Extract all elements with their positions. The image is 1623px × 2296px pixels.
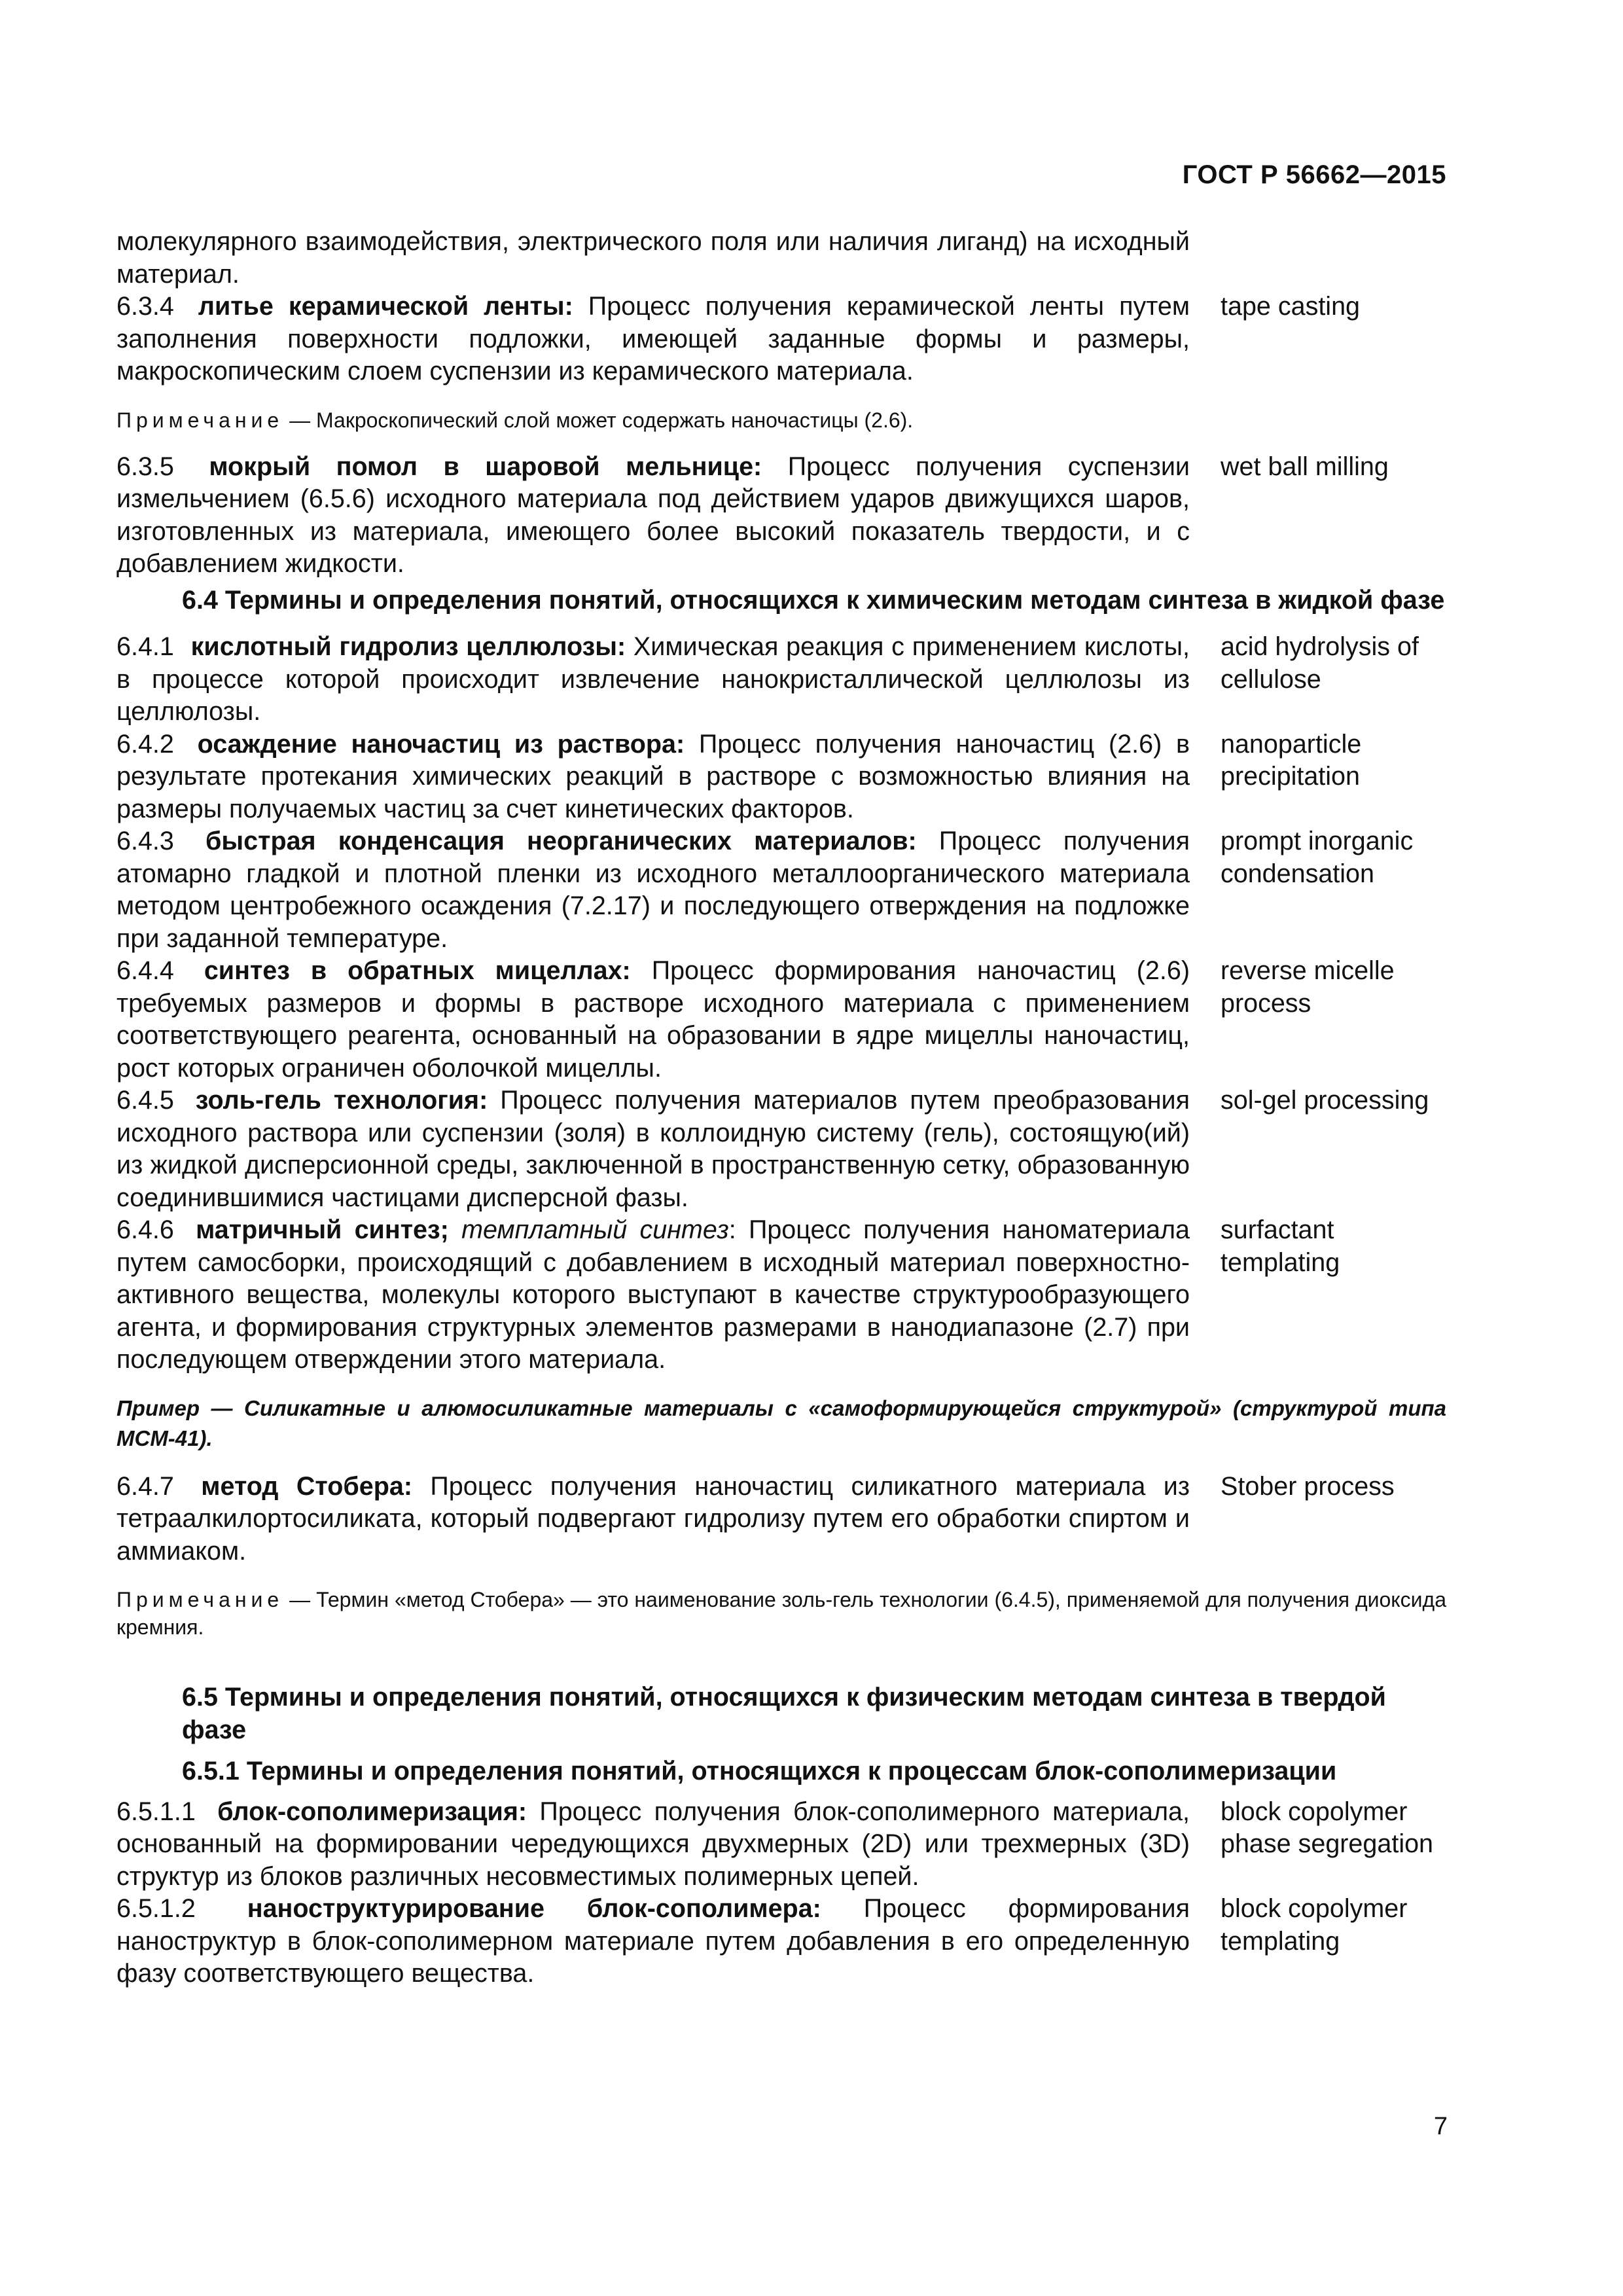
term-number: 6.4.3 [116, 827, 174, 855]
english-equivalent: wet ball milling [1221, 452, 1389, 481]
term-definition: Процесс получения наночастиц (2.6) в результате протекания химических реакций в растворе с возможностью влияния на размеры получаемых частиц за счет кинетических факторов. [116, 729, 1190, 823]
term-title: синтез в обратных мицеллах: [204, 956, 631, 985]
term-title: золь-гель технология: [195, 1086, 488, 1115]
term-number: 6.4.7 [116, 1471, 174, 1501]
page-content [116, 226, 1446, 1990]
term-entry-6-4-6 [116, 1214, 1446, 1376]
term-entry-6-3-4 [116, 291, 1446, 388]
term-number: 6.4.5 [116, 1086, 174, 1115]
term-number: 6.4.2 [116, 729, 174, 759]
term-title: быстрая конденсация неорганических материалов: [205, 827, 917, 855]
term-entry-6-5-1-1 [116, 1796, 1446, 1893]
term-number: 6.4.6 [116, 1215, 174, 1244]
english-equivalent: nanoparticle precipitation [1221, 729, 1362, 791]
term-number: 6.5.1.1 [116, 1797, 196, 1826]
term-title: наноструктурирование блок-сополимера: [247, 1894, 821, 1923]
note-label: Примечание [116, 408, 284, 432]
term-definition: Процесс получения керамической ленты путем заполнения поверхности подложки, имеющей заданные формы и размеры, макроскопическим слоем суспензии из керамического материала. [116, 292, 1190, 386]
term-definition: Процесс получения атомарно гладкой и плотной пленки из исходного металлоорганического материала методом центробежного осаждения (7.2.17) и последующего отверждения на подложке при заданной температуре. [116, 827, 1190, 953]
term-definition: Процесс формирования наноструктур в блок-сополимерном материале путем добавления в его определенную фазу соответствующего вещества. [116, 1894, 1190, 1988]
term-entry-6-4-5 [116, 1085, 1446, 1214]
term-title: мокрый помол в шаровой мельнице: [209, 452, 762, 481]
section-heading-6-4: 6.4 Термины и определения понятий, относящихся к химическим методам синтеза в жидкой фазе [182, 585, 1445, 615]
term-title: осаждение наночастиц из раствора: [197, 729, 685, 759]
term-definition: : Процесс получения наноматериала путем самосборки, происходящий с добавлением в исходный материал поверхностно-активного вещества, молекулы которого выступают в качестве структурообразующего агента, и формирования структурных элементов размерами в нанодиапазоне (2.7) при последующем отверждении этого материала. [116, 1215, 1190, 1374]
term-entry-6-5-1-2 [116, 1893, 1446, 1990]
term-definition: Процесс получения блок-сополимерного материала, основанный на формировании чередующихся двухмерных (2D) или трехмерных (3D) структур из блоков различных несовместимых полимерных цепей. [116, 1797, 1190, 1891]
continuation-entry [116, 226, 1446, 291]
term-entry-6-4-3 [116, 825, 1446, 955]
term-number: 6.3.5 [116, 452, 174, 481]
term-title: матричный синтез; [196, 1215, 449, 1244]
term-title: кислотный гидролиз целлюлозы: [190, 632, 626, 661]
continuation-text: молекулярного взаимодействия, электрического поля или наличия лиганд) на исходный материал. [116, 227, 1190, 289]
english-equivalent: block copolymer templating [1221, 1894, 1408, 1956]
example-text: Пример — Силикатные и алюмосиликатные материалы с «самоформирующейся структурой» (структурой типа MCM-41). [116, 1395, 1446, 1450]
term-number: 6.3.4 [116, 292, 174, 321]
english-equivalent: acid hydrolysis of cellulose [1221, 632, 1419, 694]
english-equivalent: tape casting [1221, 292, 1361, 321]
note-label: Примечание [116, 1588, 284, 1611]
term-title: метод Стобера: [201, 1471, 412, 1501]
note [116, 1586, 1446, 1641]
english-equivalent: sol-gel processing [1221, 1086, 1429, 1115]
note-text: — Макроскопический слой может содержать наночастицы (2.6). [289, 408, 914, 432]
term-entry-6-3-5 [116, 451, 1446, 581]
english-equivalent: Stober process [1221, 1471, 1395, 1501]
term-definition: Процесс получения материалов путем преобразования исходного раствора или суспензии (золя) в коллоидную систему (гель), состоящую(ий) из жидкой дисперсионной среды, заключенной в пространственную сетку, образованную соединившимися частицами дисперсной фазы. [116, 1086, 1190, 1212]
term-number: 6.5.1.2 [116, 1894, 196, 1923]
note-text: — Термин «метод Стобера» — это наименование золь-гель технологии (6.4.5), применяемой для получения диоксида кремния. [116, 1588, 1447, 1639]
term-synonym: темплатный синтез [461, 1215, 729, 1244]
term-number: 6.4.4 [116, 956, 174, 985]
term-entry-6-4-4 [116, 955, 1446, 1085]
section-heading-6-5: 6.5 Термины и определения понятий, относящихся к физическим методам синтеза в твердой фазе [182, 1683, 1386, 1744]
page-number: 7 [1433, 2113, 1448, 2140]
standard-header: ГОСТ Р 56662—2015 [1182, 160, 1446, 189]
english-equivalent: surfactant templating [1221, 1215, 1340, 1277]
term-title: литье керамической ленты: [198, 292, 573, 321]
term-title: блок-сополимеризация: [217, 1797, 527, 1826]
english-equivalent: prompt inorganic condensation [1221, 827, 1414, 888]
term-entry-6-4-2 [116, 728, 1446, 826]
subsection-heading-6-5-1: 6.5.1 Термины и определения понятий, относящихся к процессам блок-сополимеризации [182, 1757, 1337, 1785]
term-number: 6.4.1 [116, 632, 174, 661]
note [116, 406, 1446, 434]
term-definition: Химическая реакция с применением кислоты, в процессе которой происходит извлечение нанокристаллической целлюлозы из целлюлозы. [116, 632, 1190, 726]
english-equivalent: reverse micelle process [1221, 956, 1395, 1018]
term-definition: Процесс получения суспензии измельчением (6.5.6) исходного материала под действием ударов движущихся шаров, изготовленных из материала, имеющего более высокий показатель твердости, и с добавлением жидкости. [116, 452, 1190, 578]
term-entry-6-4-7 [116, 1471, 1446, 1568]
term-entry-6-4-1 [116, 631, 1446, 728]
term-definition: Процесс формирования наночастиц (2.6) требуемых размеров и формы в растворе исходного материала с применением соответствующего реагента, основанный на образовании в ядре мицеллы наночастиц, рост которых ограничен оболочкой мицеллы. [116, 956, 1190, 1083]
english-equivalent: block copolymer phase segregation [1221, 1797, 1434, 1858]
term-definition: Процесс получения наночастиц силикатного материала из тетраалкилортосиликата, который подвергают гидролизу путем его обработки спиртом и аммиаком. [116, 1471, 1190, 1566]
